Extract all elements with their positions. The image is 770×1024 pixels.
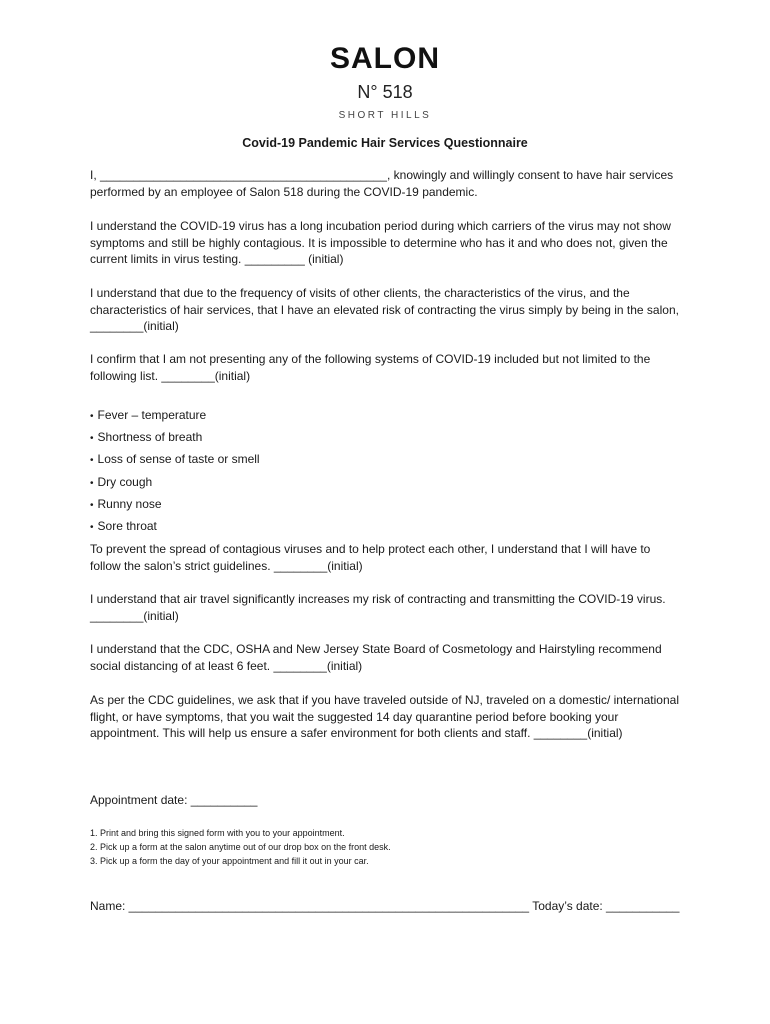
incubation-paragraph: I understand the COVID-19 virus has a long incubation period during which carriers of the virus may not show symptoms and still be highly contagious. It is impossible to determine who has it and who does not, given the current limits in virus testing. _________ (initial) (90, 219, 671, 266)
instruction-item: 3. Pick up a form the day of your appointment and fill it out in your car. (90, 856, 369, 866)
symptoms-list (90, 405, 680, 538)
instruction-item: 2. Pick up a form at the salon anytime out of our drop box on the front desk. (90, 842, 391, 852)
symptom-item: • Dry cough (90, 472, 680, 494)
symptom-item: • Fever – temperature (90, 405, 680, 427)
logo-number: N° 518 (357, 82, 413, 102)
symptom-item: • Sore throat (90, 516, 680, 538)
page-title: Covid-19 Pandemic Hair Services Questionnaire (242, 136, 528, 150)
air-travel-paragraph: I understand that air travel significantly increases my risk of contracting and transmitting the COVID-19 virus. ________(initial) (90, 592, 666, 623)
instruction-item: 1. Print and bring this signed form with you to your appointment. (90, 828, 345, 838)
symptoms-confirm-paragraph: I confirm that I am not presenting any of the following systems of COVID-19 included but not limited to the following list. ________(initial) (90, 352, 651, 383)
frequency-paragraph: I understand that due to the frequency of visits of other clients, the characteristics of the virus, and the characteristics of hair services, that I have an elevated risk of contracting the virus simply by being in the salon, ________(initial) (90, 286, 679, 333)
logo-name: SALON (330, 42, 440, 75)
logo-location: SHORT HILLS (338, 110, 432, 121)
appointment-date-field: Appointment date: __________ (90, 793, 258, 807)
name-date-signature-line: Name: ____________________________________________________________ Today’s date: ___________ (90, 899, 680, 913)
consent-paragraph: I, ___________________________________________, knowingly and willingly consent to have hair services performed by an employee of Salon 518 during the COVID-19 pandemic. (90, 168, 674, 199)
guidelines-paragraph: To prevent the spread of contagious viruses and to help protect each other, I understand that I will have to follow the salon’s strict guidelines. ________(initial) (90, 542, 651, 573)
symptom-item: • Runny nose (90, 494, 680, 516)
symptom-item: • Loss of sense of taste or smell (90, 449, 680, 471)
social-distancing-paragraph: I understand that the CDC, OSHA and New Jersey State Board of Cosmetology and Hairstyling recommend social distancing of at least 6 feet. ________(initial) (90, 642, 662, 673)
travel-quarantine-paragraph: As per the CDC guidelines, we ask that if you have traveled outside of NJ, traveled on a domestic/ international flight, or have symptoms, that you wait the suggested 14 day quarantine period before booking your appointment. This will help us ensure a safer environment for both clients and staff. ________(initial) (90, 693, 679, 740)
instructions-list (90, 826, 680, 868)
symptom-item: • Shortness of breath (90, 427, 680, 449)
salon-logo (0, 40, 770, 123)
